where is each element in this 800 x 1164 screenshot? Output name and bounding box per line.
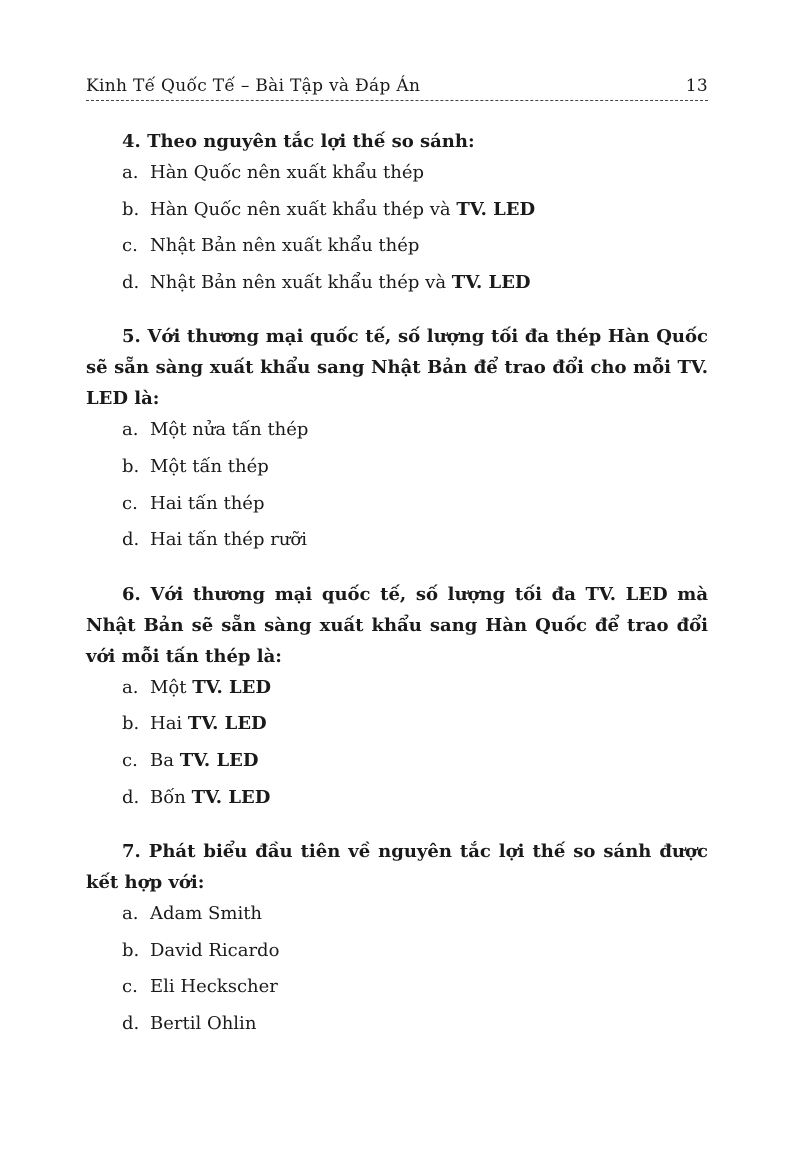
option-bold-text: TV. LED	[451, 271, 531, 293]
option-letter: d.	[122, 271, 140, 293]
option-letter: b.	[122, 455, 140, 477]
option-text: Hai tấn thép rưỡi	[150, 529, 307, 551]
option-text: Một	[150, 676, 187, 698]
option-letter: d.	[122, 786, 140, 808]
option-text: Ba	[150, 749, 174, 771]
question-prompt: Với thương mại quốc tế, số lượng tối đa TV. LED mà Nhật Bản sẽ sẵn sàng xuất khẩu sang Hàn Quốc để trao đổi với mỗi tấn thép là:	[86, 583, 708, 667]
option-c	[122, 975, 708, 1012]
option-text: Hàn Quốc nên xuất khẩu thép và	[150, 198, 451, 220]
question-5	[86, 321, 708, 564]
option-letter: a.	[122, 676, 139, 698]
question-7	[86, 836, 708, 1048]
option-letter: d.	[122, 529, 140, 551]
question-text	[86, 321, 708, 414]
question-4	[86, 126, 708, 307]
option-a	[122, 418, 708, 455]
question-number: 7.	[122, 841, 141, 863]
option-letter: b.	[122, 939, 140, 961]
option-d	[122, 1012, 708, 1049]
option-text: Hàn Quốc nên xuất khẩu thép	[150, 162, 425, 183]
option-letter: b.	[122, 713, 140, 735]
option-text: Eli Heckscher	[150, 976, 278, 998]
option-text: Bốn	[150, 786, 186, 808]
page-number: 13	[685, 76, 708, 96]
option-bold-text: TV. LED	[191, 786, 271, 808]
option-letter: c.	[122, 235, 138, 257]
question-text	[86, 836, 708, 898]
option-letter: b.	[122, 198, 140, 220]
question-prompt: Với thương mại quốc tế, số lượng tối đa thép Hàn Quốc sẽ sẵn sàng xuất khẩu sang Nhật Bản để trao đổi cho mỗi TV. LED là:	[86, 326, 708, 410]
option-bold-text: TV. LED	[179, 749, 259, 771]
option-bold-text: TV. LED	[456, 198, 536, 220]
option-letter: a.	[122, 419, 139, 441]
option-text: Nhật Bản nên xuất khẩu thép	[150, 235, 420, 257]
option-d	[122, 528, 708, 565]
option-d	[122, 271, 708, 308]
option-text: Adam Smith	[150, 903, 263, 925]
option-text: Bertil Ohlin	[150, 1012, 257, 1034]
option-letter: c.	[122, 749, 138, 771]
option-b	[122, 455, 708, 492]
option-letter: a.	[122, 162, 139, 183]
option-b	[122, 712, 708, 749]
option-c	[122, 749, 708, 786]
option-bold-text: TV. LED	[187, 713, 267, 735]
option-text: Một tấn thép	[150, 455, 269, 477]
option-letter: c.	[122, 492, 138, 514]
option-text: Nhật Bản nên xuất khẩu thép và	[150, 271, 447, 293]
question-text	[86, 126, 708, 157]
option-text: Hai tấn thép	[150, 492, 265, 514]
question-number: 4.	[122, 131, 141, 152]
question-prompt: Theo nguyên tắc lợi thế so sánh:	[147, 131, 475, 152]
question-6	[86, 579, 708, 822]
option-a	[122, 902, 708, 939]
running-header	[86, 76, 708, 101]
option-bold-text: TV. LED	[192, 676, 271, 698]
option-c	[122, 234, 708, 271]
book-title: Kinh Tế Quốc Tế – Bài Tập và Đáp Án	[86, 76, 421, 96]
option-b	[122, 198, 708, 235]
option-letter: d.	[122, 1012, 140, 1034]
option-c	[122, 492, 708, 529]
option-text: Một nửa tấn thép	[150, 419, 309, 441]
option-text: Hai	[150, 713, 183, 735]
option-letter: c.	[122, 976, 138, 998]
question-number: 5.	[122, 326, 141, 348]
question-prompt: Phát biểu đầu tiên về nguyên tắc lợi thế so sánh được kết hợp với:	[86, 841, 708, 894]
option-b	[122, 939, 708, 976]
option-letter: a.	[122, 903, 139, 925]
question-number: 6.	[122, 583, 141, 605]
option-a	[122, 676, 708, 713]
question-list	[86, 126, 708, 1063]
option-d	[122, 786, 708, 823]
option-text: David Ricardo	[150, 939, 280, 961]
question-text	[86, 579, 708, 672]
option-a	[122, 161, 708, 198]
